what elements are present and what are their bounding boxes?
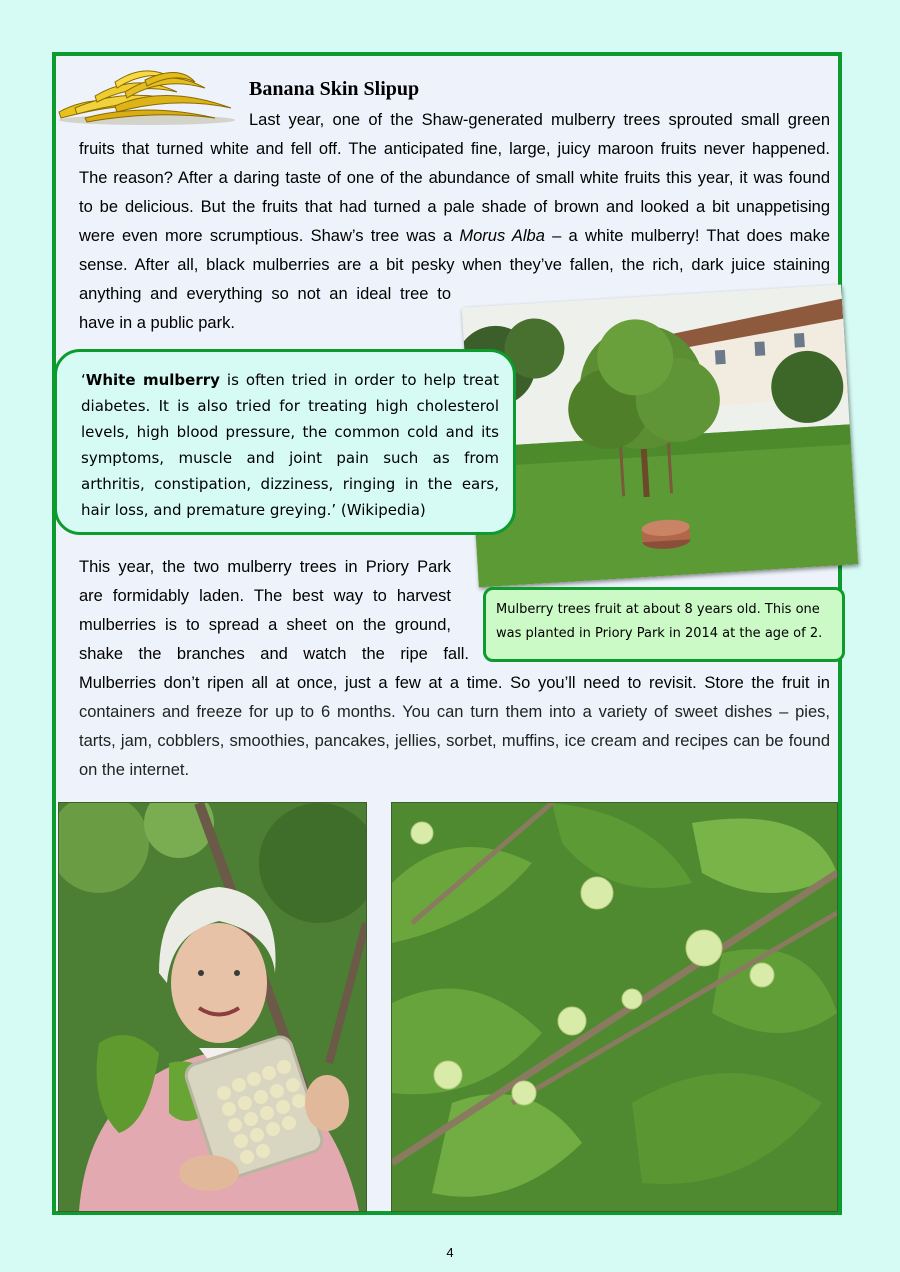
- tree-caption-box: [483, 587, 845, 662]
- quote-text: is often tried in order to help treat diabetes. It is also tried for treating high cholesterol levels, high blood pressure, the common cold and its symptoms, muscle and joint pain such as from arthritis, constipation, dizziness, ringing in the ears, hair loss, and premature greying.’ (Wikipedia): [81, 371, 499, 519]
- caption-line: Mulberry trees fruit at about 8 years old. This one: [496, 602, 820, 617]
- body-line: containers and freeze for up to 6 months. You can turn them into a variety of sweet dishes – pies,: [79, 703, 830, 721]
- mulberry-closeup-illustration: [392, 803, 837, 1211]
- body-line: tarts, jam, cobblers, smoothies, pancakes, jellies, sorbet, muffins, ice cream and recipes can be found: [79, 732, 830, 750]
- person-illustration: [59, 803, 366, 1211]
- person-photo: [58, 802, 367, 1212]
- body-line: on the internet.: [79, 761, 190, 779]
- intro-line: fruits that turned white and fell off. The anticipated fine, large, juicy maroon fruits never happened.: [79, 140, 830, 158]
- tree-illustration: [462, 285, 858, 588]
- page-number: 4: [446, 1245, 454, 1260]
- bananas-illustration: [55, 62, 237, 126]
- body-line: This year, the two mulberry trees in Priory Park: [79, 558, 451, 576]
- caption-line: was planted in Priory Park in 2014 at the age of 2.: [496, 626, 823, 641]
- wikipedia-quote-box: [54, 349, 516, 535]
- article-title: Banana Skin Slipup: [249, 78, 420, 100]
- species-name: Morus Alba: [459, 227, 545, 245]
- intro-line: have in a public park.: [79, 314, 235, 332]
- intro-line-lead: were even more scrumptious. Shaw’s tree was a: [79, 227, 460, 245]
- quote-term: White mulberry: [85, 371, 220, 389]
- intro-line: sense. After all, black mulberries are a bit pesky when they’ve fallen, the rich, dark juice staining: [79, 256, 830, 274]
- intro-line: The reason? After a daring taste of one of the abundance of small white fruits this year, it was found: [79, 169, 830, 187]
- intro-line-species: [79, 222, 830, 251]
- intro-line-tail: – a white mulberry! That does make: [544, 227, 831, 245]
- body-line: shake the branches and watch the ripe fall.: [79, 645, 469, 663]
- body-line: mulberries is to spread a sheet on the ground,: [79, 616, 451, 634]
- quote-open-mark: ‘: [81, 371, 86, 389]
- body-line: are formidably laden. The best way to harvest: [79, 587, 451, 605]
- intro-line: Last year, one of the Shaw-generated mulberry trees sprouted small green: [249, 111, 830, 129]
- tree-photo: [462, 285, 858, 588]
- body-line: Mulberries don’t ripen all at once, just a few at a time. So you’ll need to revisit. Store the fruit in: [79, 674, 830, 692]
- mulberry-closeup-photo: [391, 802, 838, 1212]
- intro-line: to be delicious. But the fruits that had turned a pale shade of brown and looked a bit unappetising: [79, 198, 830, 216]
- intro-line: anything and everything so not an ideal tree to: [79, 285, 451, 303]
